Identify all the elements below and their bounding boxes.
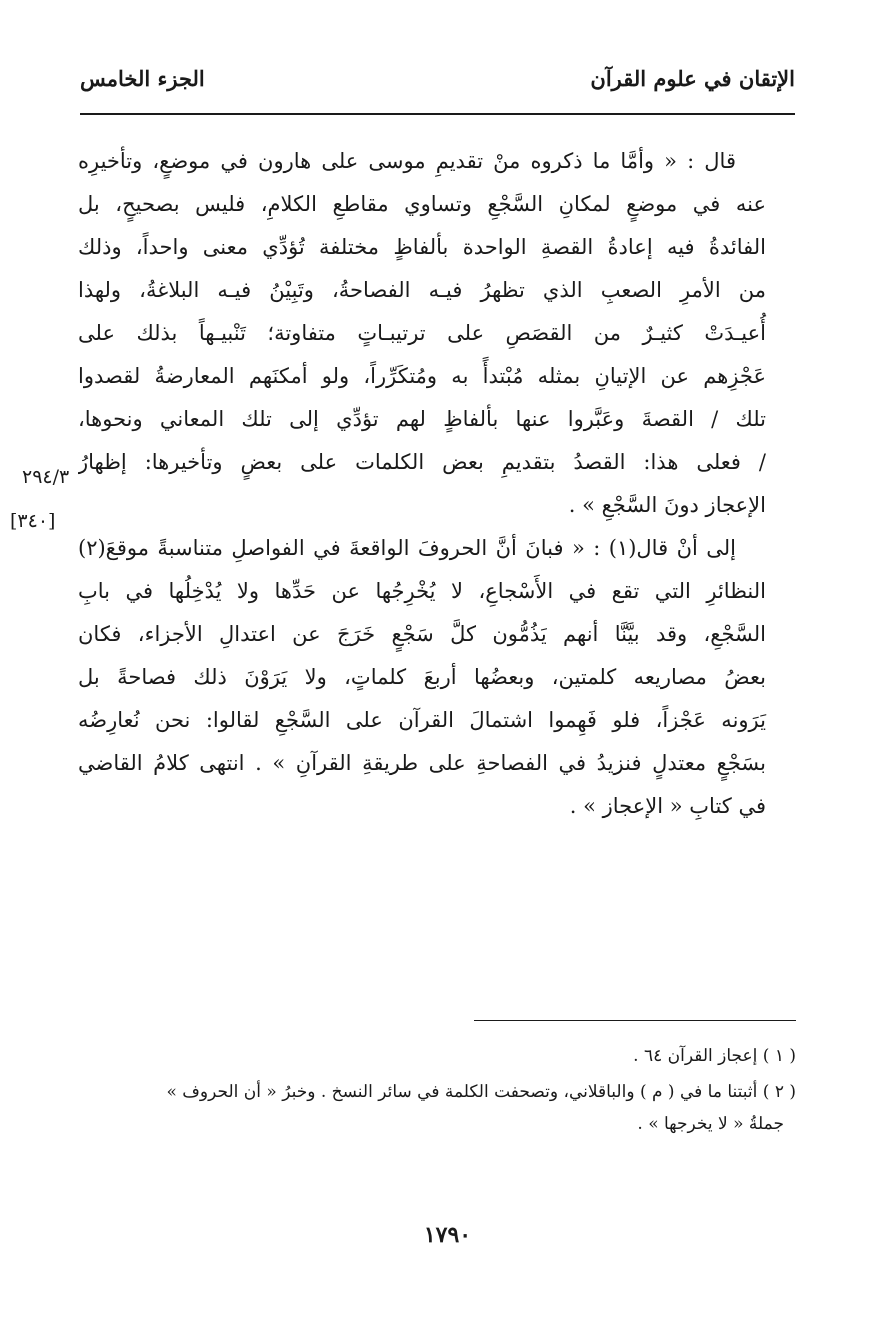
paragraph-1: [78, 140, 796, 527]
book-title: الإتقان في علوم القرآن: [590, 66, 795, 91]
text-line: إلى أنْ قال(١) : « فبانَ أنَّ الحروفَ الواقعةَ في الفواصلِ متناسبةً موقعَ(٢): [78, 536, 736, 560]
footnote-1: [80, 1040, 796, 1072]
text-line: بسَجْعٍ معتدلٍ فنزيدُ في الفصاحةِ على طريقةِ القرآنِ » . انتهى كلامُ القاضي: [78, 751, 766, 775]
text-line: في كتابِ « الإعجاز » .: [569, 794, 766, 818]
margin-volume-ref: ٢٩٤/٣: [22, 466, 70, 488]
text-line: عَجْزِهم عن الإتيانِ بمثله مُبْتدأً به ومُتكَرِّراً، ولو أمكنَهم المعارضةُ لقصدوا: [78, 364, 766, 388]
text-line: النظائرِ التي تقع في الأَسْجاعِ، لا يُخْرِجُها عن حَدِّها ولا يُدْخِلُها في بابِ: [78, 579, 766, 603]
text-line: / فعلى هذا: القصدُ بتقديمِ بعض الكلمات على بعضٍ وتأخيرها: إظهارُ: [78, 450, 766, 474]
footnote-2: [80, 1076, 796, 1140]
header-divider: [80, 113, 795, 115]
text-line: بعضُ مصاريعه كلمتين، وبعضُها أربعَ كلماتٍ، ولا يَرَوْنَ ذلك فصاحةً بل: [78, 665, 766, 689]
text-line: يَرَونه عَجْزاً، فلو فَهِموا اشتمالَ القرآن على السَّجْعِ لقالوا: نحن نُعارِضُه: [78, 708, 766, 732]
text-line: الإعجاز دونَ السَّجْعِ » .: [568, 493, 766, 517]
text-line: الفائدةُ فيه إعادةُ القصةِ الواحدة بألفاظٍ مختلفة تُؤدِّي معنى واحداً، وذلك: [78, 235, 766, 259]
paragraph-2: [78, 527, 796, 828]
main-text: [78, 140, 796, 828]
running-header: [80, 66, 795, 106]
text-line: قال : « وأمَّا ما ذكروه منْ تقديمِ موسى على هارون في موضعٍ، وتأخيرِه: [78, 149, 736, 173]
footnote-line: ( ١ ) إعجاز القرآن ٦٤ .: [633, 1046, 796, 1066]
text-line: من الأمرِ الصعبِ الذي تظهرُ فيـه الفصاحةُ، وتَبِيْنُ فيـه البلاغةُ، ولهذا: [78, 278, 766, 302]
margin-bracket-ref: [٣٤٠]: [10, 510, 56, 532]
part-label: الجزء الخامس: [80, 66, 205, 91]
page-number: ١٧٩٠: [423, 1222, 472, 1248]
text-line: تلك / القصةَ وعَبَّروا عنها بألفاظٍ لهم تؤدِّي إلى تلك المعاني ونحوها،: [78, 407, 766, 431]
text-line: أُعيـدَتْ كثيـرٌ من القصَصِ على ترتيبـاتٍ متفاوتة؛ تَنْبيـهاً بذلك على: [78, 321, 766, 345]
footnote-divider: [474, 1020, 796, 1021]
text-line: السَّجْعِ، وقد بيَّنَّا أنهم يَذُمُّون كلَّ سَجْعٍ خَرَجَ عن اعتدالِ الأجزاء، فكان: [78, 622, 766, 646]
text-line: عنه في موضعٍ لمكانِ السَّجْعِ وتساوي مقاطعِ الكلامِ، فليس بصحيحٍ، بل: [78, 192, 766, 216]
footnotes: [80, 1040, 796, 1144]
footnote-line: جملةُ « لا يخرجها » .: [637, 1114, 784, 1134]
footnote-line: ( ٢ ) أثبتنا ما في ( م ) والباقلاني، وتصحفت الكلمة في سائر النسخ . وخبرُ « أن الحروف »: [166, 1082, 796, 1102]
